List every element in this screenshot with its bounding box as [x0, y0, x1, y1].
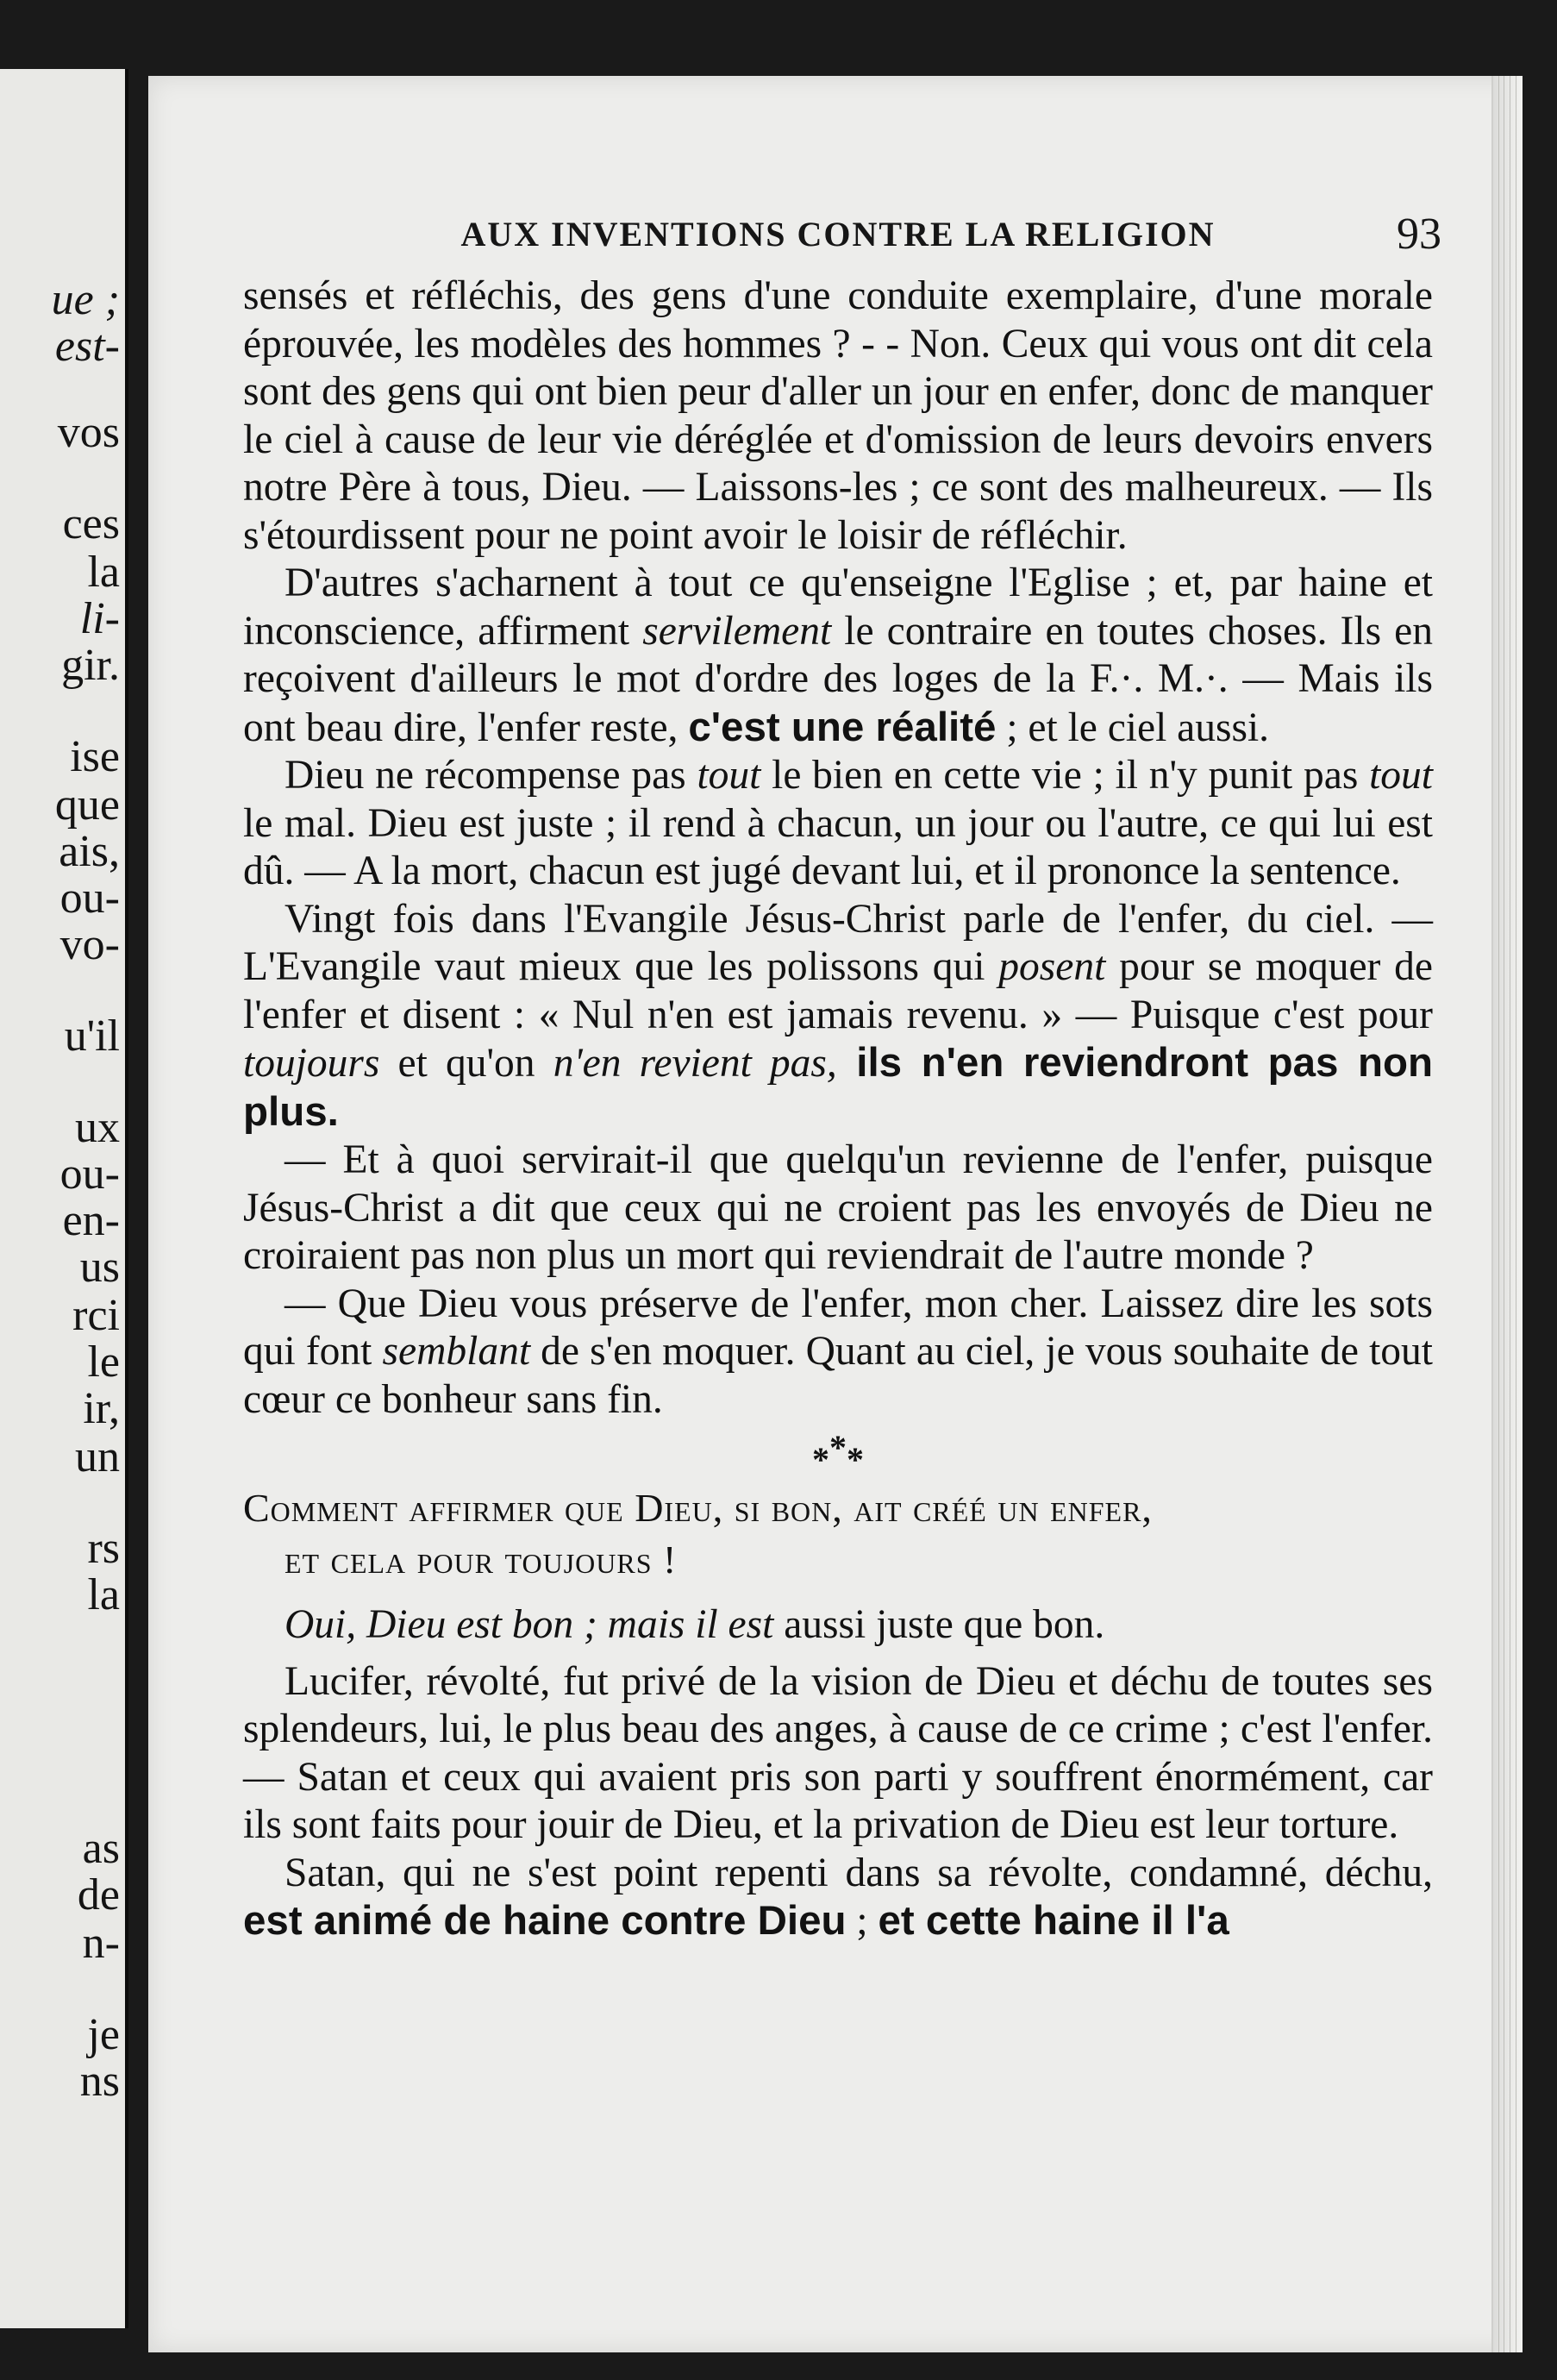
italic-text: tout [1369, 753, 1433, 798]
section-question-line: Comment affirmer que Dieu, si bon, ait créé un enfer, [243, 1486, 1153, 1530]
bold-text: c'est une réalité [688, 704, 997, 750]
left-page-text-fragment: vos [57, 408, 120, 457]
bold-text: ils n'en reviendront pas non plus. [243, 1040, 1434, 1135]
left-page-text-fragment: ue ; [51, 275, 120, 324]
left-page-text-fragment: vo- [59, 920, 120, 969]
left-page-text-fragment: ou- [59, 1149, 120, 1199]
paragraph [243, 560, 1433, 752]
left-page-text-fragment: le [87, 1337, 120, 1387]
text-run: Satan, qui ne s'est point repenti dans sa révolte, condamné, déchu, [285, 1850, 1433, 1895]
left-page-text-fragment: n- [82, 1919, 120, 1968]
star: * [829, 1428, 847, 1467]
page-edge [1491, 76, 1523, 2352]
paragraph [243, 896, 1433, 1137]
text-run: Vingt fois dans l'Evangile Jésus-Christ parle de l'enfer, du ciel. — L'Evangile vaut mieux que les polissons qui [243, 896, 1433, 989]
left-page-text-fragment: la [87, 548, 120, 597]
italic-text: tout [697, 753, 761, 798]
bold-text: et cette haine il l'a [878, 1898, 1229, 1944]
italic-text: semblant [382, 1329, 531, 1374]
asterism-separator [243, 1428, 1433, 1479]
paragraph: — Et à quoi servirait-il que quelqu'un revienne de l'enfer, puisque Jésus-Christ a dit que ceux qui ne croient pas les envoyés de Dieu ne croiraient pas non plus un mort qui reviendrait de l'autre monde ? [243, 1137, 1433, 1278]
left-page-text-fragment: li- [79, 594, 120, 643]
paragraph [243, 1601, 1433, 1650]
book-page [148, 76, 1523, 2352]
left-page-text-fragment: est- [54, 322, 120, 371]
italic-text: servilement [642, 608, 832, 654]
italic-text: Oui, Dieu est bon ; mais il est [285, 1602, 774, 1647]
running-head: AUX INVENTIONS CONTRE LA RELIGION [460, 215, 1216, 254]
left-page-text-fragment: ns [79, 2057, 120, 2106]
text-run: D'autres s'acharnent à tout ce qu'enseigne l'Eglise ; et, par haine et inconscience, affirment [243, 561, 1433, 654]
italic-text: posent [998, 944, 1106, 989]
star: * [812, 1440, 829, 1479]
text-run: pour se moquer de l'enfer et disent : « Nul n'en est jamais revenu. » — Puisque c'est pour [243, 944, 1433, 1037]
left-page-text-fragment: la [87, 1570, 120, 1619]
text-run: ; et le ciel aussi. [996, 705, 1270, 750]
left-page-text-fragment: u'il [64, 1012, 120, 1061]
left-page-text-fragment: ou- [59, 874, 120, 923]
left-page-text-fragment: ise [70, 732, 120, 781]
text-run: ; [846, 1899, 879, 1944]
left-page-text-fragment: gir. [61, 641, 120, 690]
left-page-text-fragment: je [87, 2010, 120, 2059]
italic-text: n'en revient pas, [553, 1041, 837, 1086]
left-page-text-fragment: un [75, 1432, 120, 1481]
paragraph: sensés et réfléchis, des gens d'une conduite exemplaire, d'une morale éprouvée, les modèles des hommes ? - - Non. Ceux qui vous ont dit cela sont des gens qui ont bien peur d'aller un jour en enfer, donc de manquer le ciel à cause de leur vie déréglée et d'omission de leurs devoirs envers notre Père à tous, Dieu. — Laissons-les ; ce sont des malheureux. — Ils s'étourdissent pour ne point avoir le loisir de réfléchir. [243, 273, 1433, 558]
text-run: — Que Dieu vous préserve de l'enfer, mon cher. Laissez dire les sots qui font [243, 1281, 1433, 1374]
left-page-text-fragment: rs [87, 1524, 120, 1573]
bold-text: est animé de haine contre Dieu [243, 1898, 847, 1944]
left-page-text-fragment: rci [72, 1291, 120, 1340]
paragraph [243, 752, 1433, 896]
text-run: et qu'on [379, 1041, 553, 1086]
text-run: le bien en cette vie ; il n'y punit pas [760, 753, 1370, 798]
page-header [243, 210, 1441, 266]
paragraph [243, 1281, 1433, 1425]
italic-text: toujours [243, 1041, 380, 1086]
previous-page-fragment [0, 69, 128, 2328]
star: * [847, 1440, 864, 1479]
left-page-text-fragment: ces [62, 499, 120, 548]
left-page-text-fragment: ux [75, 1103, 120, 1152]
left-page-text-fragment: ais, [59, 827, 120, 876]
text-run: le mal. Dieu est juste ; il rend à chacun, un jour ou l'autre, ce qui lui est dû. — A la mort, chacun est jugé devant lui, et il prononce la sentence. [243, 800, 1433, 893]
left-page-text-fragment: de [77, 1870, 120, 1920]
left-page-text-fragment: as [82, 1824, 120, 1873]
left-page-text-fragment: ir, [83, 1384, 120, 1433]
paragraph [243, 1850, 1433, 1946]
page-number: 93 [1397, 210, 1441, 259]
text-run: le contraire en toutes choses. Ils en reçoivent d'ailleurs le mot d'ordre des loges de la F.·. M.·. — Mais ils ont beau dire, l'enfer reste, [243, 608, 1433, 750]
paragraph: Lucifer, révolté, fut privé de la vision de Dieu et déchu de toutes ses splendeurs, lui, le plus beau des anges, à cause de ce crime ; c'est l'enfer. — Satan et ceux qui avaient pris son parti y souffrent énormément, car ils sont faits pour jouir de Dieu, et la privation de Dieu est leur torture. [243, 1658, 1433, 1847]
text-run: Dieu ne récompense pas [285, 753, 697, 798]
left-page-text-fragment: us [79, 1243, 120, 1292]
text-run: de s'en moquer. Quant au ciel, je vous souhaite de tout cœur ce bonheur sans fin. [243, 1329, 1433, 1422]
section-question [243, 1482, 1433, 1586]
body-text [243, 272, 1433, 1946]
text-run: aussi juste que bon. [773, 1602, 1105, 1647]
left-page-text-fragment: en- [62, 1196, 120, 1245]
left-page-text-fragment: que [54, 780, 120, 830]
section-question-line: et cela pour toujours ! [285, 1538, 678, 1581]
